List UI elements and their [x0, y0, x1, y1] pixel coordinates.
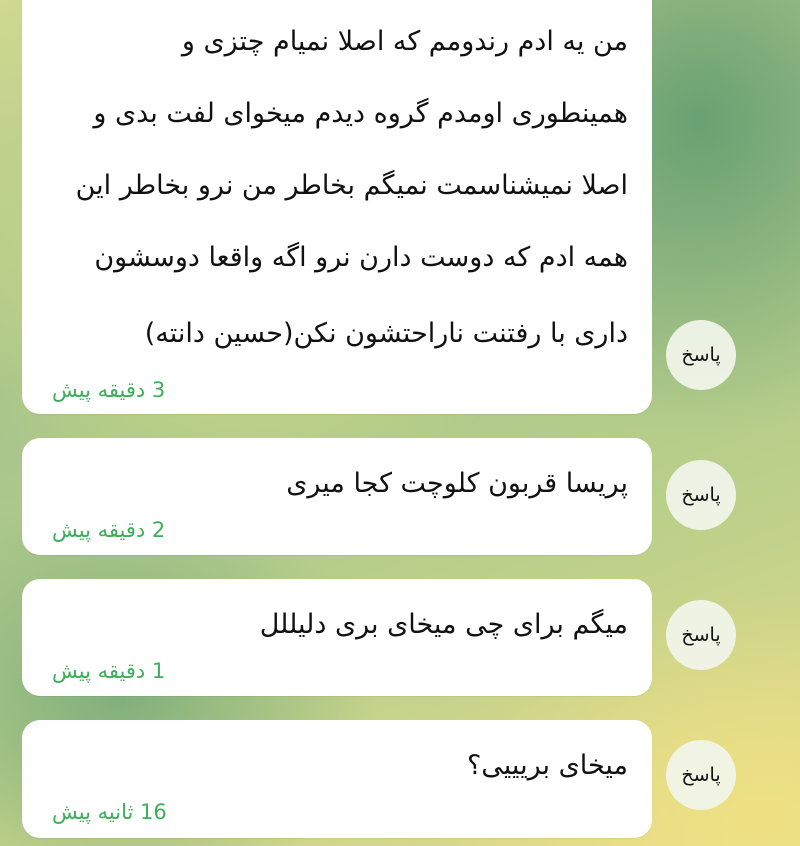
reply-button[interactable]: پاسخ — [666, 460, 736, 530]
message-text-line: اصلا نمیشناسمت نمیگم بخاطر من نرو بخاطر این — [75, 170, 628, 201]
message-text-line: میگم برای چی میخای بری دلیللل — [259, 609, 628, 640]
message-timestamp: 3 دقیقه پیش — [52, 378, 166, 402]
message-text-line: پریسا قربون کلوچت کجا میری — [286, 468, 628, 499]
message-text-line: من یه ادم رندومم که اصلا نمیام چتزی و — [181, 26, 628, 57]
message-timestamp: 1 دقیقه پیش — [52, 659, 166, 683]
message-text-line: همینطوری اومدم گروه دیدم میخوای لفت بدی و — [93, 98, 628, 129]
message-text-line: داری با رفتنت ناراحتشون نکن(حسین دانته) — [144, 318, 628, 349]
message-timestamp: 16 ثانیه پیش — [52, 800, 167, 824]
reply-button[interactable]: پاسخ — [666, 740, 736, 810]
message-bubble[interactable] — [22, 0, 652, 414]
message-text-line: میخای بریییی؟ — [466, 750, 628, 781]
reply-button[interactable]: پاسخ — [666, 320, 736, 390]
message-bubble[interactable] — [22, 720, 652, 838]
reply-button[interactable]: پاسخ — [666, 600, 736, 670]
message-timestamp: 2 دقیقه پیش — [52, 518, 166, 542]
message-bubble[interactable] — [22, 438, 652, 555]
message-text-line: همه ادم که دوست دارن نرو اگه واقعا دوسشون — [94, 242, 628, 273]
message-bubble[interactable] — [22, 579, 652, 696]
